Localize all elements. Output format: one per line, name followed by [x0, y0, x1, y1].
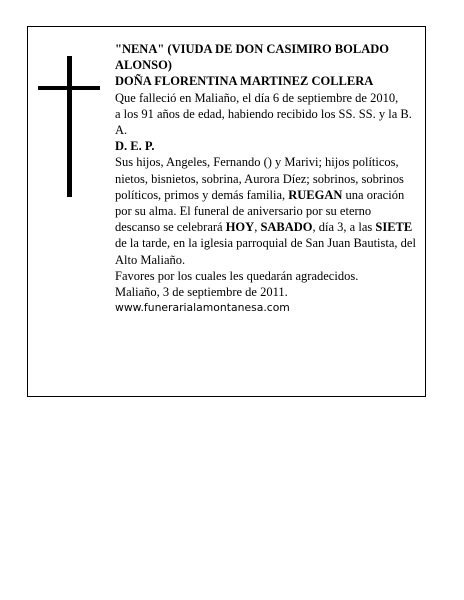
obituary-notice: [27, 26, 426, 397]
family-text: Sus hijos, Angeles, Fernando () y Marivi; hijos políticos, nietos, bisnietos, sobrina, Aurora Díez; sobrinos, sobrinos políticos, primos y demás familia,: [115, 155, 404, 202]
service-paragraph: [115, 154, 417, 267]
cross-horizontal-bar: [38, 86, 100, 90]
hoy-text: HOY: [225, 220, 255, 235]
ruegan-text: RUEGAN: [288, 187, 343, 202]
date-place-line: Maliaño, 3 de septiembre de 2011.: [115, 285, 288, 300]
obituary-heading-alias: "NENA" (VIUDA DE DON CASIMIRO BOLADO ALONSO): [115, 42, 389, 73]
age-sacraments-line: a los 91 años de edad, habiendo recibido los SS. SS. y la B. A.: [115, 106, 412, 138]
obituary-heading-name: DOÑA FLORENTINA MARTINEZ COLLERA: [115, 74, 374, 89]
sabado-text: SABADO: [260, 220, 313, 235]
funeral-home-website: www.funerarialamontanesa.com: [115, 301, 290, 315]
cross-vertical-bar: [67, 56, 72, 197]
thanks-line: Favores por los cuales les quedarán agradecidos.: [115, 268, 359, 283]
obituary-text: [115, 41, 417, 316]
day-text: , día 3, a las: [312, 220, 376, 235]
death-notice-line: Que falleció en Maliaño, el día 6 de septiembre de 2010,: [115, 90, 399, 105]
siete-text: SIETE: [375, 220, 413, 235]
location-text: de la tarde, en la iglesia parroquial de San Juan Bautista, del Alto Maliaño.: [115, 236, 416, 267]
comma-text: ,: [254, 220, 261, 235]
dep-line: D. E. P.: [115, 139, 155, 154]
ruegan-rest-text: una oración por su alma. El funeral de aniversario por su eterno descanso se celebrará: [115, 187, 405, 235]
